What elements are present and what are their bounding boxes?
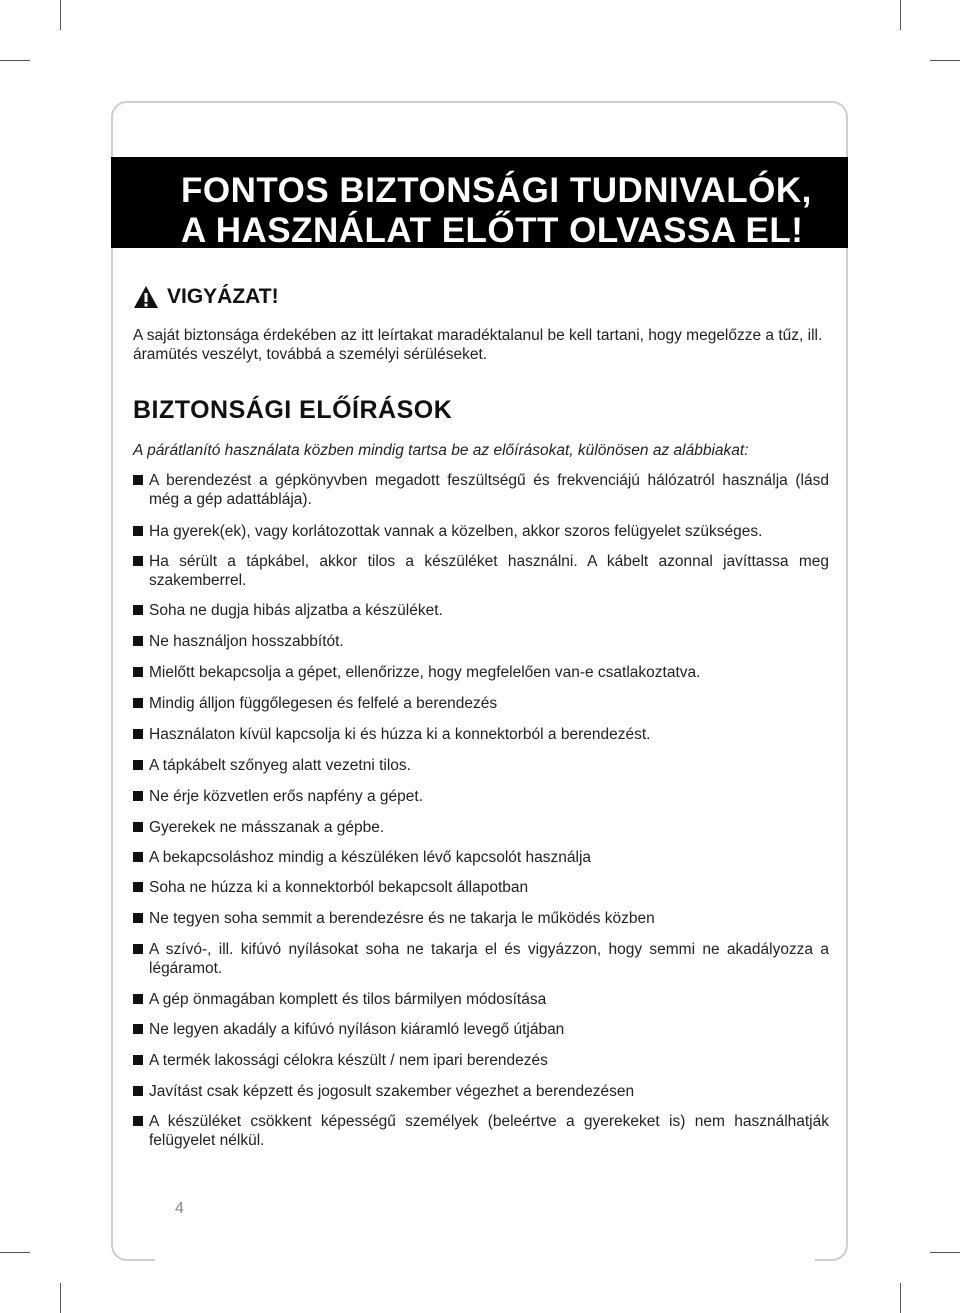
list-item-text: Használaton kívül kapcsolja ki és húzza ki a konnektorból a berendezést. [149, 726, 651, 743]
page-number: 4 [175, 1200, 184, 1217]
list-item-text: A gép önmagában komplett és tilos bármilyen módosítása [149, 991, 547, 1008]
list-item-text: Soha ne húzza ki a konnektorból bekapcsolt állapotban [149, 879, 529, 896]
square-bullet-icon [133, 1086, 143, 1096]
square-bullet-icon [133, 1055, 143, 1065]
list-item-text: Ne legyen akadály a kifúvó nyíláson kiáramló levegő útjában [149, 1021, 565, 1038]
list-item [133, 1112, 829, 1150]
square-bullet-icon [133, 760, 143, 770]
list-item-text: Gyerekek ne másszanak a gépbe. [149, 819, 385, 836]
crop-mark [900, 1283, 901, 1313]
crop-mark [930, 60, 960, 61]
list-item-text: A készüléket csökkent képességű személyek (beleértve a gyerekeket is) nem használhatják felügyelet nélkül. [149, 1113, 829, 1149]
crop-mark [60, 1283, 61, 1313]
page-title-line-2: A HASZNÁLAT ELŐTT OLVASSA EL! [181, 211, 804, 250]
list-item-text: Ne tegyen soha semmit a berendezésre és ne takarja le működés közben [149, 910, 655, 927]
header-banner [111, 157, 848, 248]
crop-mark [0, 1252, 30, 1253]
list-item [133, 663, 829, 682]
square-bullet-icon [133, 882, 143, 892]
square-bullet-icon [133, 475, 143, 485]
list-item-text: A bekapcsoláshoz mindig a készüléken lévő kapcsolót használja [149, 849, 592, 866]
list-item-text: Soha ne dugja hibás aljzatba a készüléket. [149, 602, 443, 619]
list-item-text: A termék lakossági célokra készült / nem ipari berendezés [149, 1052, 548, 1069]
list-item-text: Javítást csak képzett és jogosult szakember végezhet a berendezésen [149, 1083, 635, 1100]
list-item-text: Mielőtt bekapcsolja a gépet, ellenőrizze, hogy megfelelően van-e csatlakoztatva. [149, 664, 701, 681]
crop-mark [930, 1252, 960, 1253]
list-item-text: Mindig álljon függőlegesen és felfelé a berendezés [149, 695, 498, 712]
list-item [133, 787, 829, 806]
square-bullet-icon [133, 729, 143, 739]
list-item [133, 522, 829, 541]
list-item [133, 878, 829, 897]
list-item [133, 756, 829, 775]
warning-label: VIGYÁZAT! [167, 285, 279, 308]
list-item [133, 1082, 829, 1101]
list-item [133, 848, 829, 867]
list-item [133, 471, 829, 509]
list-item [133, 632, 829, 651]
section-title: BIZTONSÁGI ELŐÍRÁSOK [133, 396, 453, 424]
list-item [133, 1051, 829, 1070]
square-bullet-icon [133, 944, 143, 954]
frame-gap [155, 1250, 815, 1264]
list-item [133, 909, 829, 928]
section-lead: A párátlanító használata közben mindig tartsa be az előírásokat, különösen az alábbiakat: [133, 442, 749, 459]
list-item [133, 725, 829, 744]
list-item-text: Ha sérült a tápkábel, akkor tilos a készüléket használni. A kábelt azonnal javíttassa meg szakemberrel. [149, 553, 829, 589]
list-item [133, 818, 829, 837]
list-item-text: Ne használjon hosszabbítót. [149, 633, 344, 650]
warning-triangle-icon [133, 285, 159, 309]
list-item [133, 552, 829, 590]
square-bullet-icon [133, 556, 143, 566]
list-item-text: A berendezést a gépkönyvben megadott feszültségű és frekvenciájú hálózatról használja (lásd még a gép adattáblája). [149, 472, 829, 508]
square-bullet-icon [133, 1024, 143, 1034]
list-item [133, 990, 829, 1009]
square-bullet-icon [133, 636, 143, 646]
square-bullet-icon [133, 1116, 143, 1126]
warning-heading [133, 282, 279, 312]
square-bullet-icon [133, 698, 143, 708]
list-item [133, 940, 829, 978]
square-bullet-icon [133, 852, 143, 862]
page-title-line-1: FONTOS BIZTONSÁGI TUDNIVALÓK, [181, 171, 812, 210]
square-bullet-icon [133, 822, 143, 832]
crop-mark [60, 0, 61, 30]
square-bullet-icon [133, 994, 143, 1004]
crop-mark [0, 60, 30, 61]
crop-mark [900, 0, 901, 30]
list-item-text: A tápkábelt szőnyeg alatt vezetni tilos. [149, 757, 411, 774]
square-bullet-icon [133, 667, 143, 677]
intro-paragraph: A saját biztonsága érdekében az itt leírtakat maradéktalanul be kell tartani, hogy megelőzze a tűz, ill. áramütés veszélyt, továbbá a személyi sérüléseket. [133, 327, 823, 363]
page-title [181, 171, 821, 251]
square-bullet-icon [133, 791, 143, 801]
list-item [133, 694, 829, 713]
list-item [133, 601, 829, 620]
square-bullet-icon [133, 605, 143, 615]
list-item-text: Ne érje közvetlen erős napfény a gépet. [149, 788, 424, 805]
square-bullet-icon [133, 913, 143, 923]
list-item-text: A szívó-, ill. kifúvó nyílásokat soha ne takarja el és vigyázzon, hogy semmi ne akadályozza a légáramot. [149, 941, 829, 977]
square-bullet-icon [133, 526, 143, 536]
list-item-text: Ha gyerek(ek), vagy korlátozottak vannak a közelben, akkor szoros felügyelet szükséges. [149, 523, 763, 540]
list-item [133, 1020, 829, 1039]
